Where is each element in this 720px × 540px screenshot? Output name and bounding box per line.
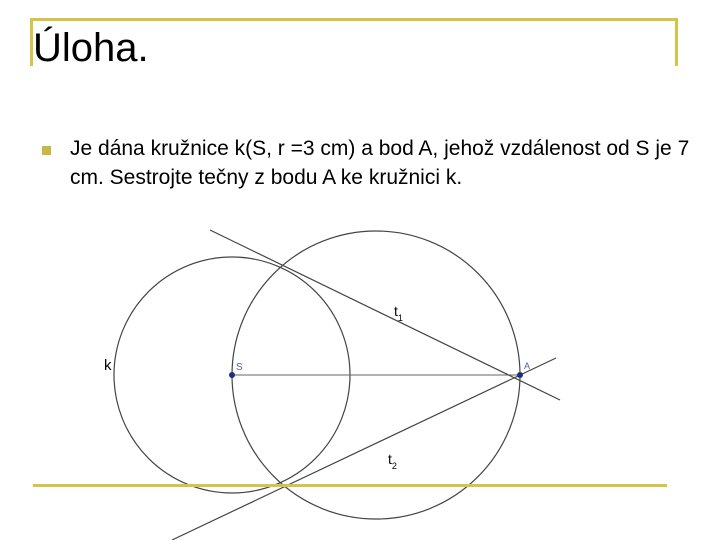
task-text: Je dána kružnice k(S, r =3 cm) a bod A, jehož vzdálenost od S je 7 cm. Sestrojte tečny z bodu A ke kružnici k. [70,137,690,189]
label-t2-base: t [388,451,392,467]
label-t1-sub: 1 [397,313,403,323]
label-t2 [388,451,397,471]
label-t2-sub: 2 [391,461,397,471]
label-k: k [104,357,112,374]
slide-title: Úloha. [33,24,157,72]
label-s: S [236,362,243,373]
tangent-t2 [172,358,556,540]
point-a [517,372,523,378]
label-a: A [524,361,531,371]
label-t1-base: t [394,303,398,319]
bottom-rule [33,484,667,487]
point-s [229,372,235,378]
